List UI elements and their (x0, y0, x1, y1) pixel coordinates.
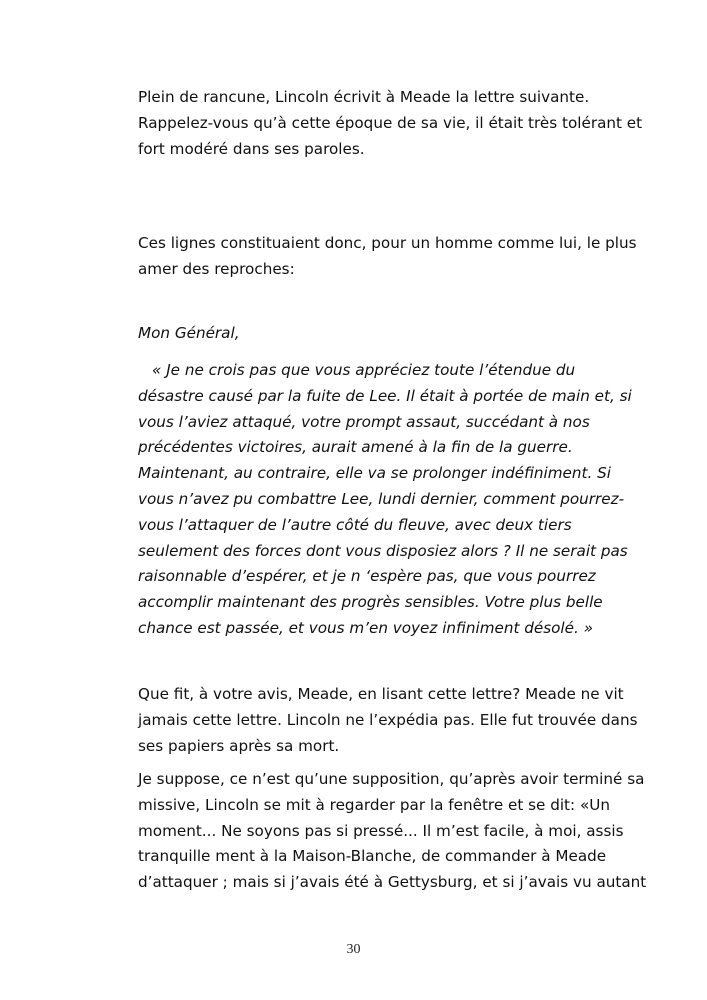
letter-line: chance est passée, et vous m’en voyez infiniment désolé. » (138, 618, 594, 637)
letter-line: désastre causé par la fuite de Lee. Il était à portée de main et, si (138, 386, 632, 405)
letter-salutation (138, 321, 638, 347)
text-line: moment... Ne soyons pas si pressé... Il m’est facile, à moi, assis (138, 821, 624, 840)
text-line: Ces lignes constituaient donc, pour un homme comme lui, le plus (138, 234, 637, 252)
supposition-paragraph (138, 767, 647, 896)
text-line: Je suppose, ce n’est qu’une supposition, qu’après avoir terminé sa (138, 770, 645, 788)
text-line: fort modéré dans ses paroles. (138, 139, 365, 158)
letter-body (138, 358, 638, 642)
transition-paragraph (138, 231, 638, 283)
letter-line: vous l’aviez attaqué, votre prompt assaut, succédant à nos (138, 412, 590, 431)
letter-line: vous n’avez pu combattre Lee, lundi dernier, comment pourrez- (138, 489, 625, 508)
text-line: missive, Lincoln se mit à regarder par la fenêtre et se dit: «Un (138, 795, 610, 814)
text-line: amer des reproches: (138, 259, 295, 278)
letter-line: seulement des forces dont vous disposiez alors ? Il ne serait pas (138, 541, 628, 560)
text-line: Rappelez-vous qu’à cette époque de sa vie, il était très tolérant et (138, 113, 643, 132)
intro-paragraph (138, 85, 643, 162)
text-line: d’attaquer ; mais si j’avais été à Gettysburg, et si j’avais vu autant (138, 873, 647, 892)
letter-line: précédentes victoires, aurait amené à la fin de la guerre. (138, 438, 573, 457)
text-line: tranquille ment à la Maison-Blanche, de commander à Meade (138, 847, 607, 866)
letter-line: vous l’attaquer de l’autre côté du fleuve, avec deux tiers (138, 515, 572, 534)
aftermath-paragraph (138, 682, 638, 759)
letter-line: accomplir maintenant des progrès sensibles. Votre plus belle (138, 593, 603, 612)
letter-line: « Je ne crois pas que vous appréciez toute l’étendue du (152, 361, 576, 379)
page-number: 30 (346, 942, 361, 957)
text-line: ses papiers après sa mort. (138, 736, 340, 755)
salutation-line: Mon Général, (138, 324, 240, 342)
letter-line: Maintenant, au contraire, elle va se prolonger indéfiniment. Si (138, 464, 611, 483)
letter-line: raisonnable d’espérer, et je n ‘espère pas, que vous pourrez (138, 567, 596, 586)
text-line: jamais cette lettre. Lincoln ne l’expédia pas. Elle fut trouvée dans (138, 710, 638, 729)
text-line: Plein de rancune, Lincoln écrivit à Meade la lettre suivante. (138, 88, 590, 106)
text-line: Que fit, à votre avis, Meade, en lisant cette lettre? Meade ne vit (138, 685, 624, 703)
